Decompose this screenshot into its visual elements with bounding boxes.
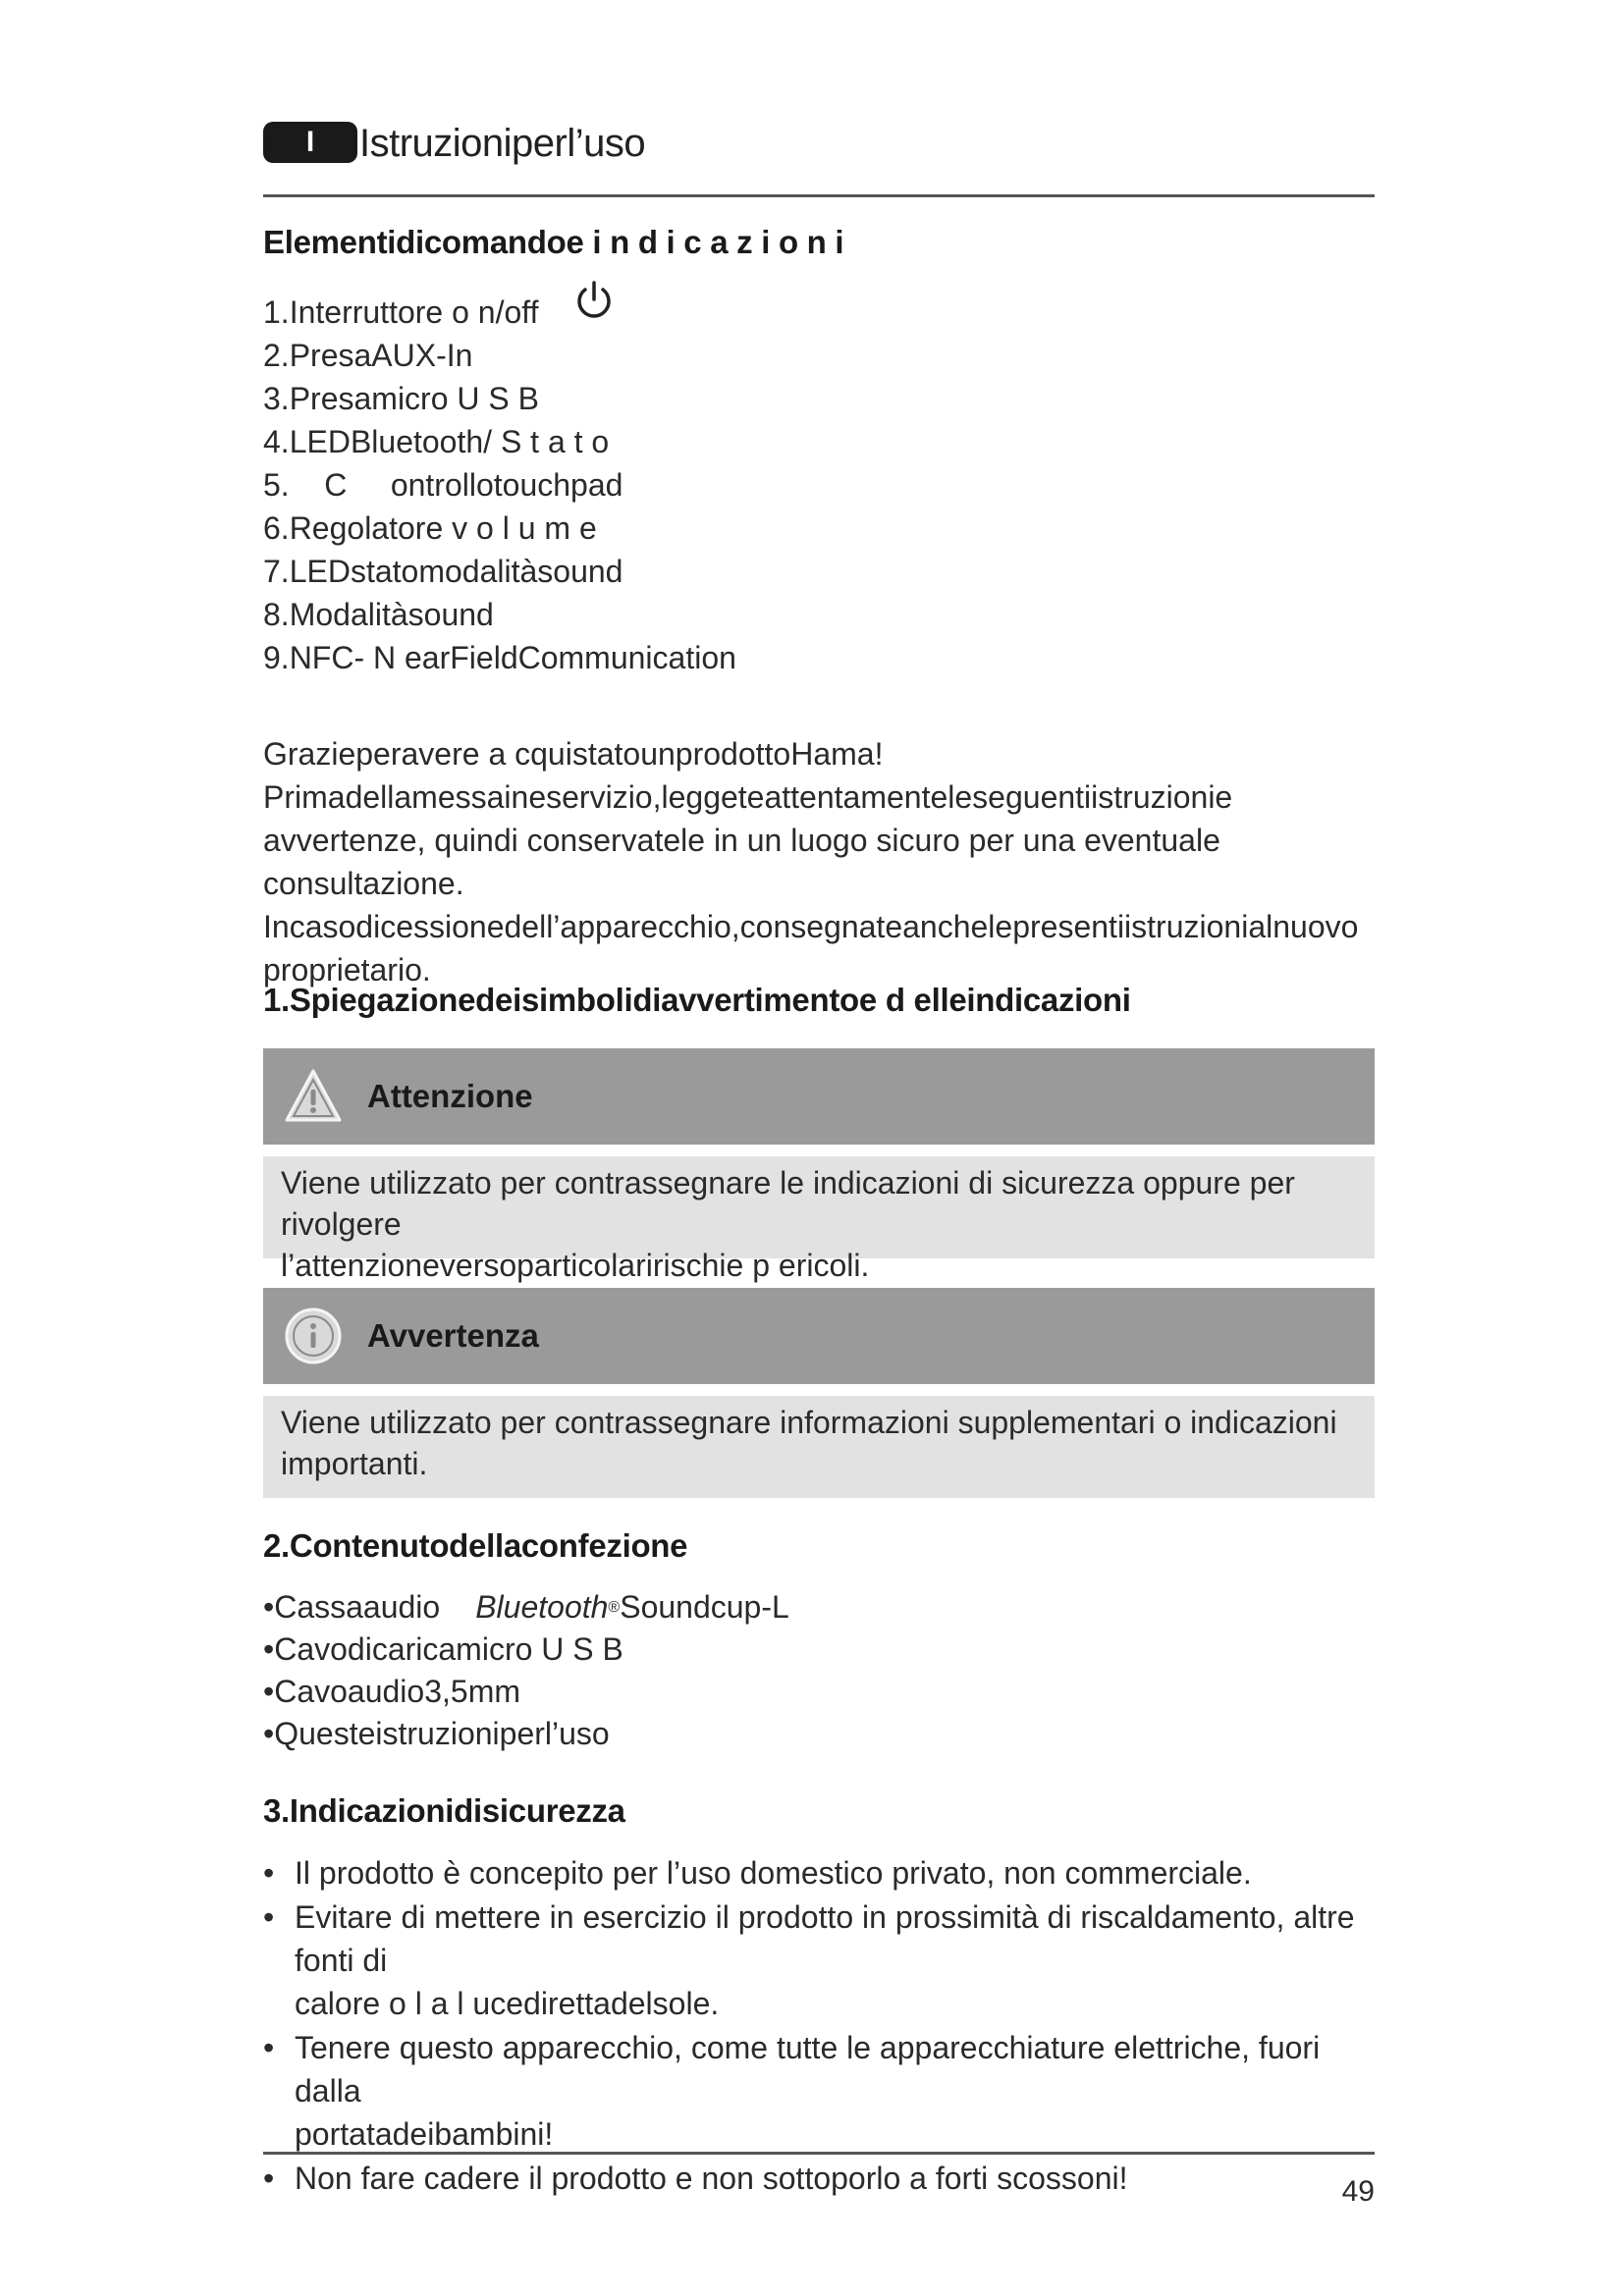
control-item-9: 9.NFC- N earFieldCommunication: [263, 640, 736, 675]
control-item-1: [263, 291, 736, 334]
safety-item-line: Evitare di mettere in esercizio il prodotto in prossimità di riscaldamento, altre fonti di: [295, 1899, 1355, 1978]
control-item-3: 3.Presamicro U S B: [263, 381, 539, 416]
controls-heading: Elementidicomandoe i n d i c a z i o n i: [263, 224, 844, 260]
bullet-dot: •: [263, 1899, 275, 1935]
package-item: •Cavodicaricamicro U S B: [263, 1631, 623, 1667]
warning-triangle-icon: [283, 1066, 344, 1127]
attention-body: [263, 1156, 1375, 1283]
note-body: [263, 1396, 1375, 1498]
safety-item-line: calore o l a l ucedirettadelsole.: [295, 1986, 720, 2021]
intro-line: Incasodicessionedell’apparecchio,consegnateanchelepresentiistruzionialnuovo: [263, 909, 1359, 944]
page-header: [263, 118, 1375, 173]
intro-line: Grazieperavere a cquistatounprodottoHama!: [263, 736, 884, 772]
safety-item-line: Tenere questo apparecchio, come tutte le apparecchiature elettriche, fuori dalla: [295, 2030, 1321, 2109]
intro-line: Primadellamessaineservizio,leggeteattentamenteleseguentiistruzionie: [263, 779, 1233, 815]
control-item-4: 4.LEDBluetooth/ S t a t o: [263, 424, 610, 459]
intro-text: [263, 732, 1375, 991]
header-divider: [263, 194, 1375, 197]
safety-item-line: portatadeibambini!: [295, 2116, 554, 2152]
bullet-dot: •: [263, 2161, 275, 2196]
manual-page: [263, 0, 1375, 2296]
attention-line: Viene utilizzato per contrassegnare le indicazioni di sicurezza oppure per rivolgere: [281, 1165, 1295, 1242]
attention-line: l’attenzioneversoparticolaririschie p ericoli.: [281, 1248, 870, 1283]
package-item: [263, 1586, 789, 1629]
controls-list: [263, 291, 736, 679]
note-header: [263, 1288, 1375, 1384]
section-3-heading: 3.Indicazionidisicurezza: [263, 1792, 625, 1829]
safety-item: [263, 1896, 1375, 2025]
footer-divider: [263, 2152, 1375, 2155]
package-item-prefix: •Cassaaudio: [263, 1589, 441, 1625]
safety-item-line: Non fare cadere il prodotto e non sottoporlo a forti scossoni!: [295, 2161, 1128, 2196]
attention-title: Attenzione: [367, 1078, 533, 1114]
intro-line: avvertenze, quindi conservatele in un luogo sicuro per una eventuale consultazione.: [263, 823, 1220, 901]
package-contents-list: [263, 1586, 789, 1755]
control-item-8: 8.Modalitàsound: [263, 597, 494, 632]
info-icon: [283, 1306, 344, 1366]
note-line: importanti.: [281, 1446, 428, 1481]
bullet-dot: •: [263, 2030, 275, 2065]
section-2-heading: 2.Contenutodellaconfezione: [263, 1527, 688, 1564]
note-line: Viene utilizzato per contrassegnare informazioni supplementari o indicazioni: [281, 1405, 1337, 1440]
note-title: Avvertenza: [367, 1317, 539, 1354]
intro-line: proprietario.: [263, 952, 431, 988]
control-item-2: 2.PresaAUX-In: [263, 338, 473, 373]
registered-mark: ®: [608, 1599, 621, 1616]
safety-item: [263, 1851, 1375, 1895]
package-item-suffix: Soundcup-L: [620, 1589, 789, 1625]
section-1-heading: 1.Spiegazionedeisimbolidiavvertimentoe d elleindicazioni: [263, 982, 1131, 1018]
control-item-7: 7.LEDstatomodalitàsound: [263, 554, 623, 589]
bullet-dot: •: [263, 1855, 275, 1891]
safety-item: [263, 2026, 1375, 2156]
language-badge: I: [263, 122, 357, 163]
brand-name: Bluetooth: [475, 1589, 609, 1625]
attention-header: [263, 1048, 1375, 1145]
safety-item: [263, 2157, 1375, 2200]
package-item: •Questeistruzioniperl’uso: [263, 1716, 610, 1751]
safety-list: [263, 1851, 1375, 2201]
safety-item-line: Il prodotto è concepito per l’uso domestico privato, non commerciale.: [295, 1855, 1252, 1891]
power-icon: [573, 280, 615, 321]
control-item-6: 6.Regolatore v o l u m e: [263, 510, 597, 546]
page-number: 49: [1341, 2175, 1375, 2208]
control-item-1-label: 1.Interruttore o n/off: [263, 294, 539, 330]
package-item: •Cavoaudio3,5mm: [263, 1674, 520, 1709]
page-title: Istruzioniperl’uso: [359, 122, 646, 165]
control-item-5: 5. C ontrollotouchpad: [263, 467, 623, 503]
